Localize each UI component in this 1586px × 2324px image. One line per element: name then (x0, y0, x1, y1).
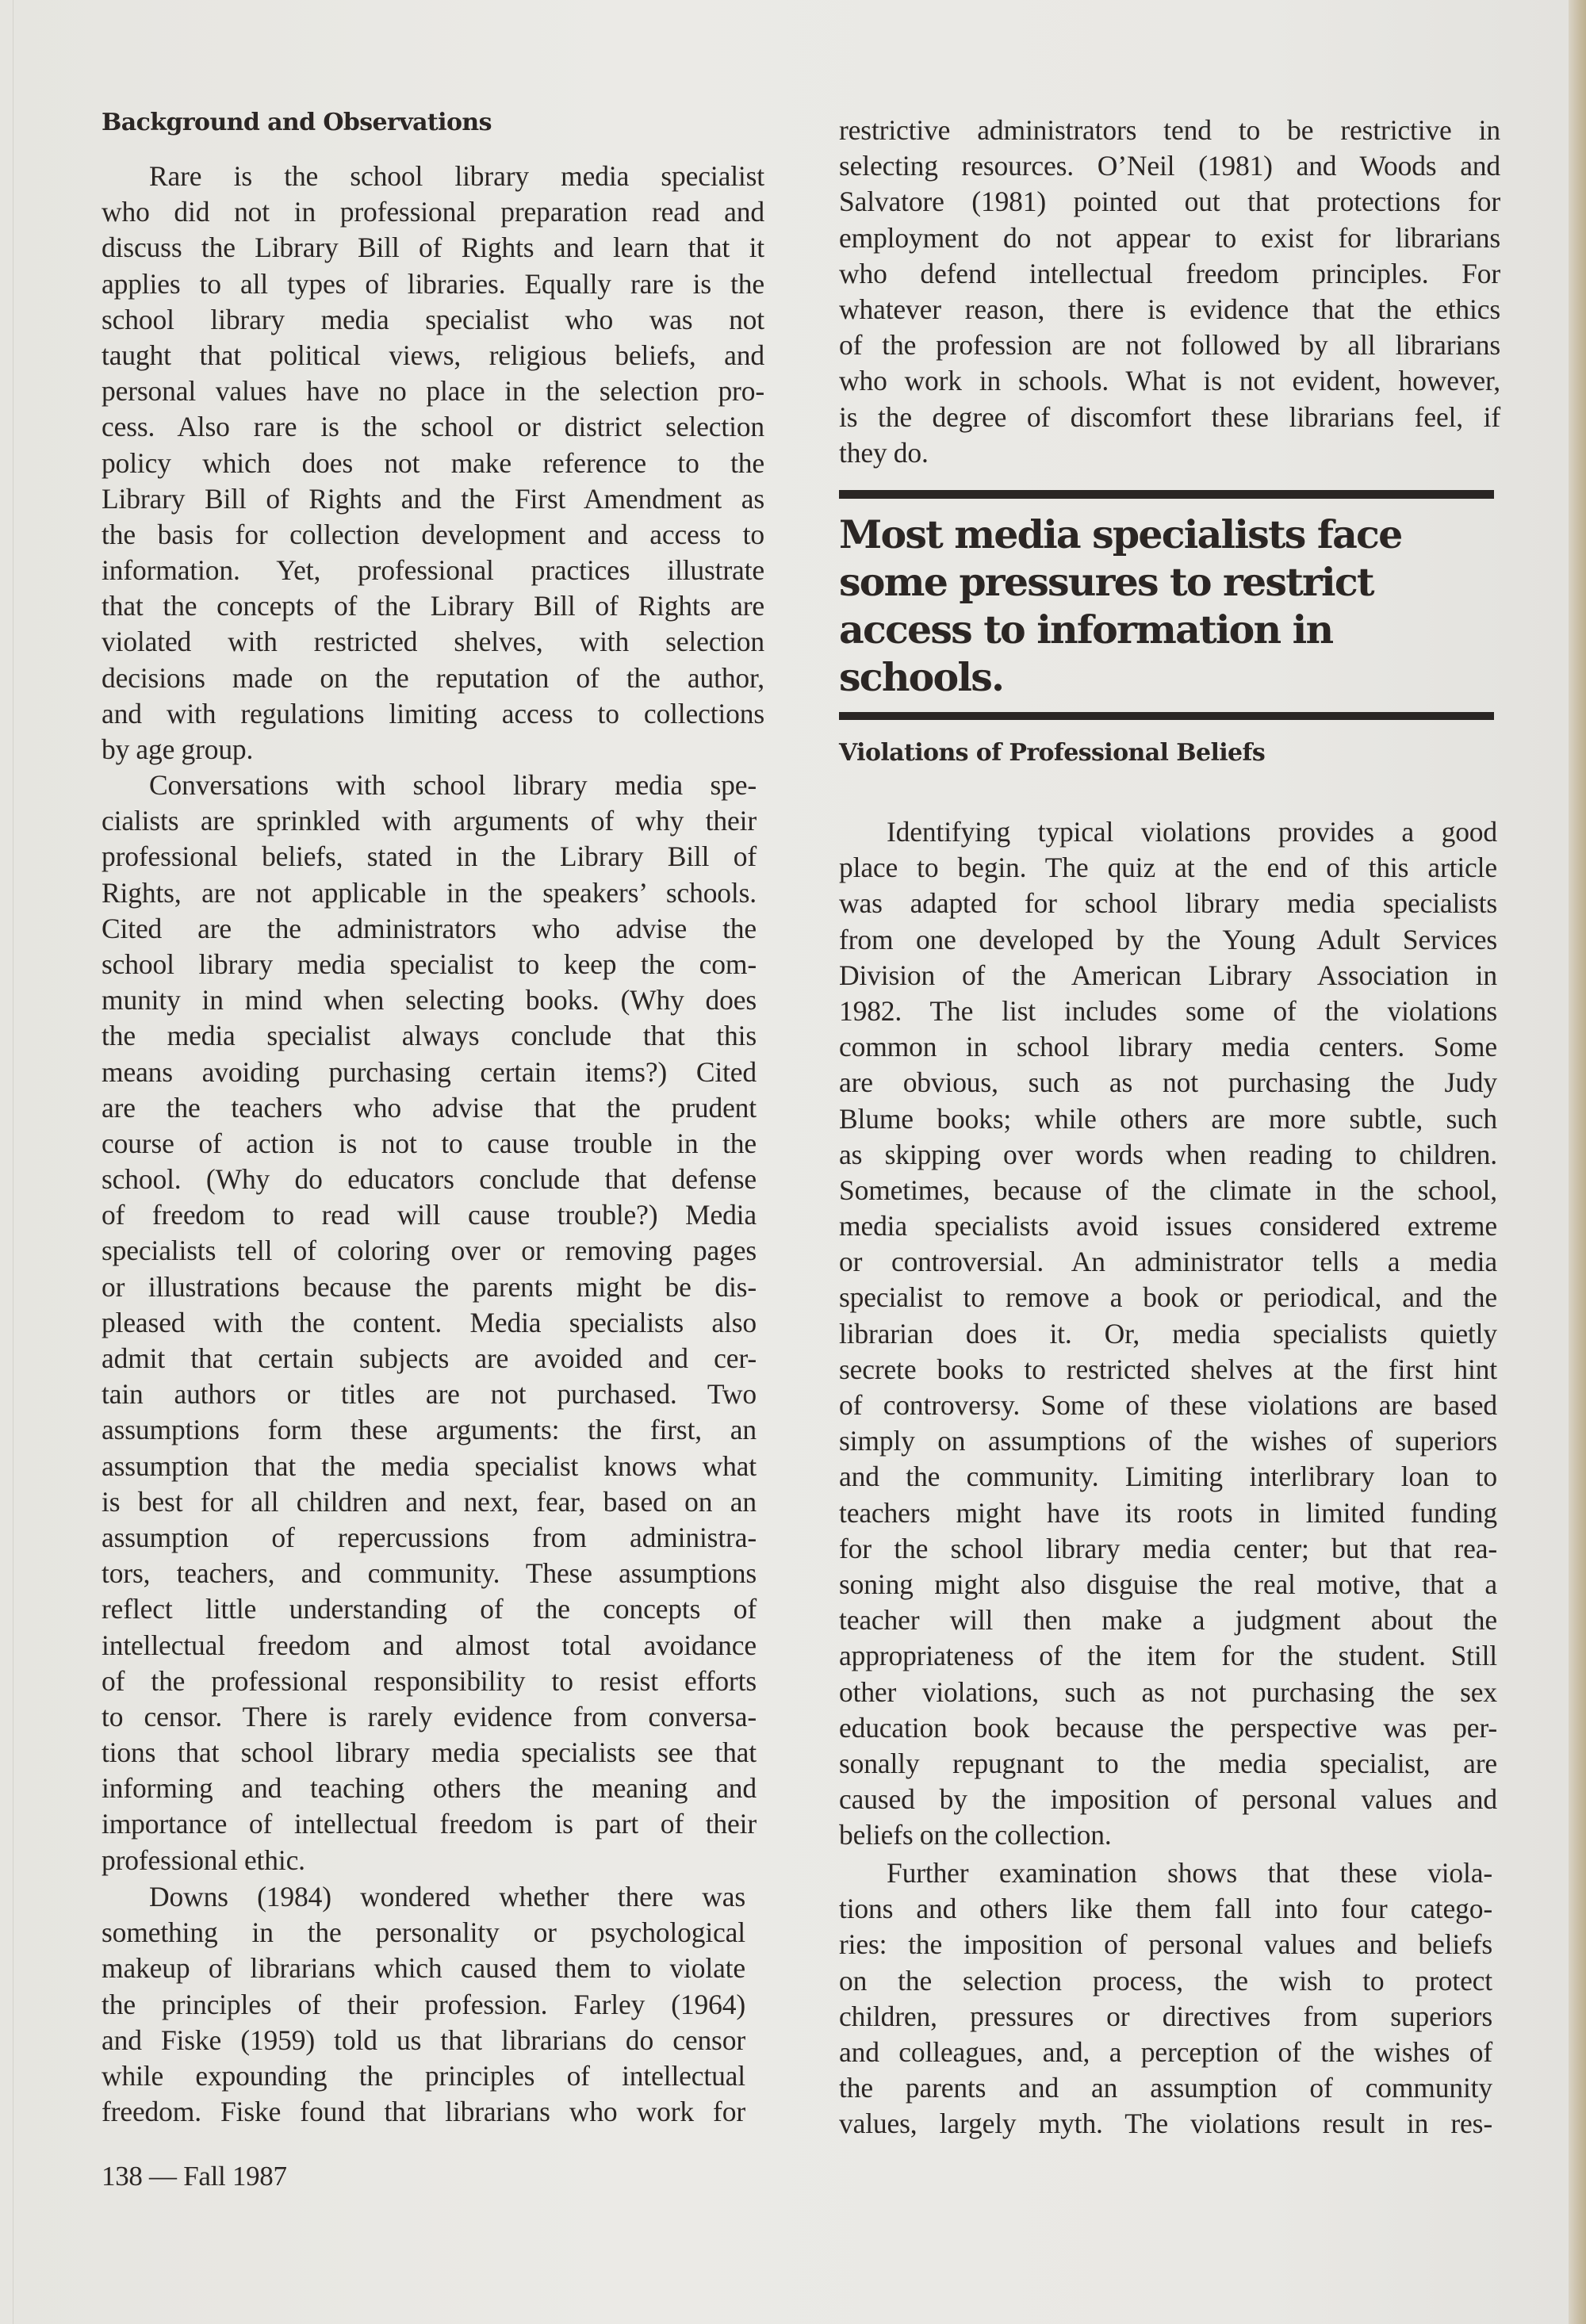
text-line: they do. (839, 436, 929, 469)
text-line: means avoiding purchasing certain items?) Cited (102, 1055, 757, 1088)
paragraph-identifying (839, 814, 1497, 1853)
paragraph-rare-is (102, 159, 764, 768)
text-line: assumption that the media specialist knows what (102, 1449, 757, 1482)
pull-quote-line: Most media specialists face (839, 511, 1402, 557)
paragraph-conversations (102, 768, 757, 1878)
text-line: professional beliefs, stated in the Library Bill of (102, 840, 757, 873)
text-line: values, largely myth. The violations result in res- (839, 2108, 1492, 2140)
pull-quote-line: schools. (839, 654, 1004, 700)
text-line: assumption of repercussions from administra- (102, 1521, 757, 1553)
text-line: whatever reason, there is evidence that the ethics (839, 293, 1500, 325)
text-line: information. Yet, professional practices illustrate (102, 554, 764, 587)
text-line: and the community. Limiting interlibrary loan to (839, 1461, 1497, 1493)
page-edge-shadow (1569, 0, 1586, 2324)
text-line: are obvious, such as not purchasing the Judy (839, 1066, 1497, 1099)
text-line: sonally repugnant to the media specialist, are (839, 1747, 1497, 1779)
text-line: discuss the Library Bill of Rights and learn that it (102, 232, 764, 264)
text-line: and with regulations limiting access to collections (102, 697, 764, 729)
text-line: admit that certain subjects are avoided and cer- (102, 1342, 757, 1374)
text-line: children, pressures or directives from superiors (839, 2000, 1492, 2032)
text-line: who defend intellectual freedom principles. For (839, 257, 1500, 289)
text-line: course of action is not to cause trouble in the (102, 1127, 757, 1159)
text-line: tions and others like them fall into four catego- (839, 1893, 1492, 1925)
text-line: something in the personality or psychological (102, 1916, 745, 1949)
paragraph-continuation (839, 113, 1500, 471)
text-line: or illustrations because the parents might be dis- (102, 1270, 757, 1303)
text-line: secrete books to restricted shelves at the first hint (839, 1353, 1497, 1385)
text-line: education book because the perspective was per- (839, 1711, 1497, 1744)
text-line: while expounding the principles of intellectual (102, 2059, 745, 2092)
pull-quote-bottom-rule (839, 712, 1494, 720)
text-line: from one developed by the Young Adult Services (839, 923, 1497, 955)
text-line: Rights, are not applicable in the speakers’ schools. (102, 876, 757, 909)
text-line: school library media specialist who was not (102, 303, 764, 335)
text-line: munity in mind when selecting books. (Why does (102, 984, 757, 1017)
text-line: informing and teaching others the meaning and (102, 1772, 757, 1805)
text-line: that the concepts of the Library Bill of Rights are (102, 590, 764, 622)
text-line: cess. Also rare is the school or district selection (102, 411, 764, 443)
text-line: of controversy. Some of these violations are based (839, 1389, 1497, 1421)
pull-quote-line: some pressures to restrict (839, 559, 1373, 605)
text-line: Salvatore (1981) pointed out that protections for (839, 186, 1500, 218)
text-line: selecting resources. O’Neil (1981) and Woods and (839, 150, 1500, 182)
text-line: or controversial. An administrator tells a media (839, 1246, 1497, 1278)
text-line: media specialists avoid issues considered extreme (839, 1210, 1497, 1242)
text-line: appropriateness of the item for the student. Still (839, 1640, 1497, 1672)
text-line: school library media specialist to keep the com- (102, 948, 757, 980)
text-line: decisions made on the reputation of the author, (102, 661, 764, 694)
section-heading-background: Background and Observations (102, 109, 492, 136)
text-line: and Fiske (1959) told us that librarians do censor (102, 2023, 745, 2056)
text-line: applies to all types of libraries. Equally rare is the (102, 267, 764, 300)
text-line: restrictive administrators tend to be restrictive in (839, 114, 1500, 146)
text-line: school. (Why do educators conclude that defense (102, 1163, 757, 1196)
text-line: Further examination shows that these viola- (887, 1857, 1492, 1889)
text-line: common in school library media centers. Some (839, 1031, 1497, 1063)
text-line: beliefs on the collection. (839, 1819, 1112, 1851)
text-line: place to begin. The quiz at the end of this article (839, 852, 1497, 884)
text-line: soning might also disguise the real motive, that a (839, 1568, 1497, 1600)
text-line: Cited are the administrators who advise the (102, 912, 757, 944)
text-line: professional ethic. (102, 1844, 305, 1876)
text-line: tors, teachers, and community. These assumptions (102, 1557, 757, 1590)
text-line: librarian does it. Or, media specialists quietly (839, 1317, 1497, 1350)
text-line: makeup of librarians which caused them to violate (102, 1952, 745, 1985)
text-line: Rare is the school library media specialist (149, 160, 764, 192)
text-line: specialist to remove a book or periodical, and the (839, 1281, 1497, 1314)
text-line: tain authors or titles are not purchased. Two (102, 1378, 757, 1411)
text-line: on the selection process, the wish to protect (839, 1964, 1492, 1997)
text-line: assumptions form these arguments: the first, an (102, 1414, 757, 1446)
text-line: 1982. The list includes some of the violations (839, 994, 1497, 1027)
section-heading-violations: Violations of Professional Beliefs (839, 739, 1266, 767)
text-line: the media specialist always conclude that this (102, 1020, 757, 1052)
text-line: Conversations with school library media spe- (149, 769, 757, 801)
text-line: who work in schools. What is not evident, however, (839, 365, 1500, 397)
text-line: simply on assumptions of the wishes of superiors (839, 1425, 1497, 1457)
page-folio: 138 — Fall 1987 (102, 2161, 287, 2192)
text-line: freedom. Fiske found that librarians who work for (102, 2096, 745, 2128)
text-line: other violations, such as not purchasing the sex (839, 1675, 1497, 1708)
paragraph-further-examination (839, 1855, 1492, 2142)
text-line: of the profession are not followed by all librarians (839, 329, 1500, 362)
pull-quote-text (839, 511, 1401, 701)
text-line: caused by the imposition of personal values and (839, 1783, 1497, 1816)
text-line: Division of the American Library Association in (839, 959, 1497, 991)
text-line: Downs (1984) wondered whether there was (149, 1881, 745, 1912)
text-line: to censor. There is rarely evidence from conversa- (102, 1700, 757, 1732)
text-line: teachers might have its roots in limited funding (839, 1496, 1497, 1529)
text-line: is best for all children and next, fear, based on an (102, 1485, 757, 1518)
text-line: of the professional responsibility to resist efforts (102, 1664, 757, 1697)
text-line: the principles of their profession. Farley (1964) (102, 1988, 745, 2020)
text-line: reflect little understanding of the concepts of (102, 1593, 757, 1625)
text-line: importance of intellectual freedom is part of their (102, 1808, 757, 1840)
text-line: employment do not appear to exist for librarians (839, 221, 1500, 254)
text-line: pleased with the content. Media specialists also (102, 1306, 757, 1338)
text-line: of freedom to read will cause trouble?) Media (102, 1199, 757, 1231)
text-line: tions that school library media specialists see that (102, 1736, 757, 1769)
text-line: who did not in professional preparation read and (102, 196, 764, 228)
text-line: intellectual freedom and almost total avoidance (102, 1629, 757, 1661)
text-line: violated with restricted shelves, with selection (102, 626, 764, 658)
text-line: the parents and an assumption of community (839, 2072, 1492, 2104)
text-line: is the degree of discomfort these librarians feel, if (839, 400, 1500, 433)
text-line: by age group. (102, 733, 254, 765)
text-line: policy which does not make reference to the (102, 446, 764, 479)
text-line: Identifying typical violations provides a good (887, 816, 1497, 848)
text-line: Library Bill of Rights and the First Amendment as (102, 482, 764, 515)
text-line: specialists tell of coloring over or removing pages (102, 1235, 757, 1267)
text-line: as skipping over words when reading to children. (839, 1138, 1497, 1170)
text-line: Sometimes, because of the climate in the school, (839, 1173, 1497, 1206)
text-line: teacher will then make a judgment about the (839, 1604, 1497, 1637)
paragraph-downs (102, 1879, 745, 2130)
text-line: the basis for collection development and access to (102, 518, 764, 550)
text-line: are the teachers who advise that the prudent (102, 1091, 757, 1124)
text-line: Blume books; while others are more subtle, such (839, 1102, 1497, 1135)
pull-quote (839, 490, 1494, 728)
pull-quote-line: access to information in (839, 607, 1333, 653)
text-line: ries: the imposition of personal values and beliefs (839, 1928, 1492, 1961)
text-line: for the school library media center; but that rea- (839, 1532, 1497, 1564)
text-line: was adapted for school library media specialists (839, 887, 1497, 920)
text-line: personal values have no place in the selection pro- (102, 375, 764, 408)
text-line: taught that political views, religious beliefs, and (102, 339, 764, 371)
text-line: and colleagues, and, a perception of the wishes of (839, 2035, 1492, 2068)
text-line: cialists are sprinkled with arguments of why their (102, 805, 757, 837)
pull-quote-top-rule (839, 490, 1494, 499)
